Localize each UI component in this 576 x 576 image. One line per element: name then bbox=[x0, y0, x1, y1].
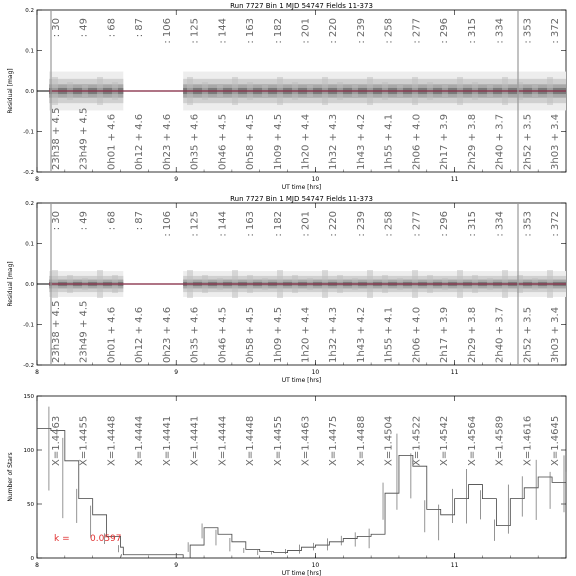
airmass-label-15: X=1.4564 bbox=[466, 415, 478, 466]
field-number-1-6: : 144 bbox=[217, 211, 229, 237]
x-tick-label-2-3: 11 bbox=[450, 562, 459, 569]
field-number-0-17: : 353 bbox=[522, 18, 534, 44]
x-axis-label-0: UT time [hrs] bbox=[281, 184, 322, 191]
field-number-1-4: : 106 bbox=[161, 211, 173, 237]
field-label-0-6: 0h46 + 4.5 bbox=[217, 113, 229, 170]
field-number-0-6: : 144 bbox=[217, 18, 229, 44]
airmass-label-18: X=1.4645 bbox=[550, 415, 561, 466]
y-tick-label-0-4: 0.2 bbox=[25, 8, 34, 14]
field-number-0-3: : 87 bbox=[134, 18, 146, 38]
field-number-0-5: : 125 bbox=[189, 18, 201, 44]
field-label-1-2: 0h01 + 4.6 bbox=[106, 306, 118, 363]
field-label-1-3: 0h12 + 4.6 bbox=[134, 306, 146, 363]
y-tick-label-1-1: -0.1 bbox=[23, 322, 34, 329]
field-label-1-8: 1h09 + 4.5 bbox=[272, 306, 284, 363]
field-label-0-9: 1h20 + 4.4 bbox=[300, 113, 312, 170]
x-tick-label-0-2: 10 bbox=[311, 176, 320, 183]
field-label-1-14: 2h17 + 3.9 bbox=[439, 306, 451, 363]
field-label-0-2: 0h01 + 4.6 bbox=[106, 113, 118, 170]
field-number-0-18: : 372 bbox=[550, 18, 561, 44]
airmass-label-9: X=1.4463 bbox=[300, 415, 312, 466]
field-number-0-2: : 68 bbox=[106, 18, 118, 38]
field-label-0-5: 0h35 + 4.6 bbox=[189, 113, 201, 170]
field-label-0-13: 2h06 + 4.0 bbox=[411, 113, 423, 170]
field-number-0-13: : 277 bbox=[411, 18, 423, 44]
airmass-label-0: X=1.4463 bbox=[51, 415, 62, 466]
field-number-1-0: : 30 bbox=[51, 211, 62, 231]
field-number-0-10: : 220 bbox=[328, 18, 340, 44]
field-number-1-9: : 201 bbox=[300, 211, 312, 237]
field-label-0-15: 2h29 + 3.8 bbox=[466, 113, 478, 170]
airmass-label-8: X=1.4455 bbox=[272, 415, 284, 466]
airmass-label-2: X=1.4448 bbox=[106, 415, 118, 466]
field-number-1-1: : 49 bbox=[78, 211, 90, 231]
field-label-0-16: 2h40 + 3.7 bbox=[494, 113, 506, 170]
field-number-1-12: : 258 bbox=[383, 211, 395, 237]
field-number-1-16: : 334 bbox=[494, 211, 506, 237]
airmass-label-6: X=1.4444 bbox=[217, 415, 229, 466]
field-number-1-13: : 277 bbox=[411, 211, 423, 237]
field-number-1-15: : 315 bbox=[466, 211, 478, 237]
y-tick-label-0-1: -0.1 bbox=[23, 129, 34, 136]
field-number-0-8: : 182 bbox=[272, 18, 284, 44]
airmass-label-1: X=1.4455 bbox=[78, 415, 90, 466]
field-label-0-7: 0h58 + 4.5 bbox=[245, 113, 257, 170]
y-tick-label-1-4: 0.2 bbox=[25, 201, 34, 207]
x-tick-label-0-1: 9 bbox=[174, 176, 179, 183]
y-axis-label-1: Residual [mag] bbox=[7, 261, 14, 307]
extinction-label: k = bbox=[54, 534, 70, 544]
field-number-1-17: : 353 bbox=[522, 211, 534, 237]
field-number-1-18: : 372 bbox=[550, 211, 561, 237]
field-label-0-3: 0h12 + 4.6 bbox=[134, 113, 146, 170]
x-tick-label-1-0: 8 bbox=[35, 369, 39, 376]
field-label-1-9: 1h20 + 4.4 bbox=[300, 306, 312, 363]
field-number-1-10: : 220 bbox=[328, 211, 340, 237]
field-number-0-9: : 201 bbox=[300, 18, 312, 44]
field-number-1-7: : 163 bbox=[245, 210, 257, 237]
field-label-1-5: 0h35 + 4.6 bbox=[189, 306, 201, 363]
airmass-label-10: X=1.4475 bbox=[328, 415, 340, 466]
field-label-1-1: 23h49 + 4.5 bbox=[78, 300, 90, 363]
field-label-1-11: 1h43 + 4.2 bbox=[355, 306, 367, 363]
field-number-1-14: : 296 bbox=[439, 211, 451, 237]
y-tick-label-1-0: -0.2 bbox=[23, 363, 34, 369]
field-label-0-1: 23h49 + 4.5 bbox=[78, 107, 90, 170]
y-tick-label-1-3: 0.1 bbox=[25, 241, 34, 248]
airmass-label-4: X=1.4441 bbox=[161, 415, 173, 466]
field-label-1-15: 2h29 + 3.8 bbox=[466, 306, 478, 363]
airmass-label-11: X=1.4488 bbox=[355, 415, 367, 466]
field-label-1-16: 2h40 + 3.7 bbox=[494, 306, 506, 363]
airmass-label-14: X=1.4542 bbox=[439, 415, 451, 466]
field-label-1-13: 2h06 + 4.0 bbox=[411, 306, 423, 363]
y-tick-label-1-2: 0.0 bbox=[25, 282, 34, 288]
field-label-0-8: 1h09 + 4.5 bbox=[272, 113, 284, 170]
field-label-1-6: 0h46 + 4.5 bbox=[217, 306, 229, 363]
field-number-0-11: : 239 bbox=[355, 18, 367, 44]
x-tick-label-2-2: 10 bbox=[311, 562, 320, 569]
field-number-0-14: : 296 bbox=[439, 18, 451, 44]
chart-title-1: Run 7727 Bin 1 MJD 54747 Fields 11-373 bbox=[230, 195, 373, 203]
field-label-0-17: 2h52 + 3.5 bbox=[522, 113, 534, 170]
airmass-label-16: X=1.4589 bbox=[494, 415, 506, 466]
x-axis-label-2: UT time [hrs] bbox=[281, 570, 322, 576]
chart-title-0: Run 7727 Bin 1 MJD 54747 Fields 11-373 bbox=[230, 2, 373, 10]
field-number-0-1: : 49 bbox=[78, 18, 90, 38]
field-label-1-10: 1h32 + 4.3 bbox=[328, 306, 340, 363]
field-label-0-14: 2h17 + 3.9 bbox=[439, 113, 451, 170]
y-tick-label-0-2: 0.0 bbox=[25, 89, 34, 95]
field-label-1-12: 1h55 + 4.1 bbox=[383, 306, 395, 363]
airmass-label-12: X=1.4504 bbox=[383, 415, 395, 466]
field-number-1-5: : 125 bbox=[189, 211, 201, 237]
x-tick-label-2-0: 8 bbox=[35, 562, 39, 569]
x-tick-label-1-3: 11 bbox=[450, 369, 459, 376]
field-number-0-15: : 315 bbox=[466, 18, 478, 44]
field-number-1-8: : 182 bbox=[272, 211, 284, 237]
x-tick-label-2-1: 9 bbox=[174, 562, 179, 569]
field-label-0-11: 1h43 + 4.2 bbox=[355, 113, 367, 170]
field-label-0-4: 0h23 + 4.6 bbox=[161, 113, 173, 170]
y-tick-label-0-3: 0.1 bbox=[25, 48, 34, 55]
field-number-0-7: : 163 bbox=[245, 17, 257, 44]
x-tick-label-1-2: 10 bbox=[311, 369, 320, 376]
field-label-0-0: 23h38 + 4.5 bbox=[51, 107, 62, 170]
y-tick-label-2-0: 0 bbox=[30, 556, 34, 562]
field-number-0-16: : 334 bbox=[494, 18, 506, 44]
field-label-0-10: 1h32 + 4.3 bbox=[328, 113, 340, 170]
field-label-1-7: 0h58 + 4.5 bbox=[245, 306, 257, 363]
airmass-label-7: X=1.4448 bbox=[245, 415, 257, 466]
y-tick-label-2-2: 100 bbox=[23, 448, 34, 454]
field-number-1-11: : 239 bbox=[355, 211, 367, 237]
field-number-0-0: : 30 bbox=[51, 18, 62, 38]
field-label-1-18: 3h03 + 3.4 bbox=[550, 306, 561, 363]
y-axis-label-0: Residual [mag] bbox=[7, 68, 14, 114]
field-label-0-12: 1h55 + 4.1 bbox=[383, 113, 395, 170]
airmass-label-5: X=1.4441 bbox=[189, 415, 201, 466]
field-number-0-12: : 258 bbox=[383, 18, 395, 44]
x-axis-label-1: UT time [hrs] bbox=[281, 377, 322, 384]
y-tick-label-2-3: 150 bbox=[23, 394, 34, 400]
y-tick-label-2-1: 50 bbox=[27, 502, 34, 508]
field-label-1-0: 23h38 + 4.5 bbox=[51, 300, 62, 363]
field-label-1-4: 0h23 + 4.6 bbox=[161, 306, 173, 363]
x-tick-label-1-1: 9 bbox=[174, 369, 179, 376]
field-label-1-17: 2h52 + 3.5 bbox=[522, 306, 534, 363]
airmass-label-13: X=1.4522 bbox=[411, 415, 423, 466]
y-axis-label-2: Number of Stars bbox=[7, 452, 14, 502]
field-number-1-2: : 68 bbox=[106, 211, 118, 231]
x-tick-label-0-3: 11 bbox=[450, 176, 459, 183]
x-tick-label-0-0: 8 bbox=[35, 176, 39, 183]
field-number-1-3: : 87 bbox=[134, 211, 146, 231]
y-tick-label-0-0: -0.2 bbox=[23, 170, 34, 176]
field-number-0-4: : 106 bbox=[161, 18, 173, 44]
airmass-label-3: X=1.4444 bbox=[134, 415, 146, 466]
extinction-value: 0.0597 bbox=[90, 534, 122, 544]
field-label-0-18: 3h03 + 3.4 bbox=[550, 113, 561, 170]
airmass-label-17: X=1.4616 bbox=[522, 415, 534, 466]
